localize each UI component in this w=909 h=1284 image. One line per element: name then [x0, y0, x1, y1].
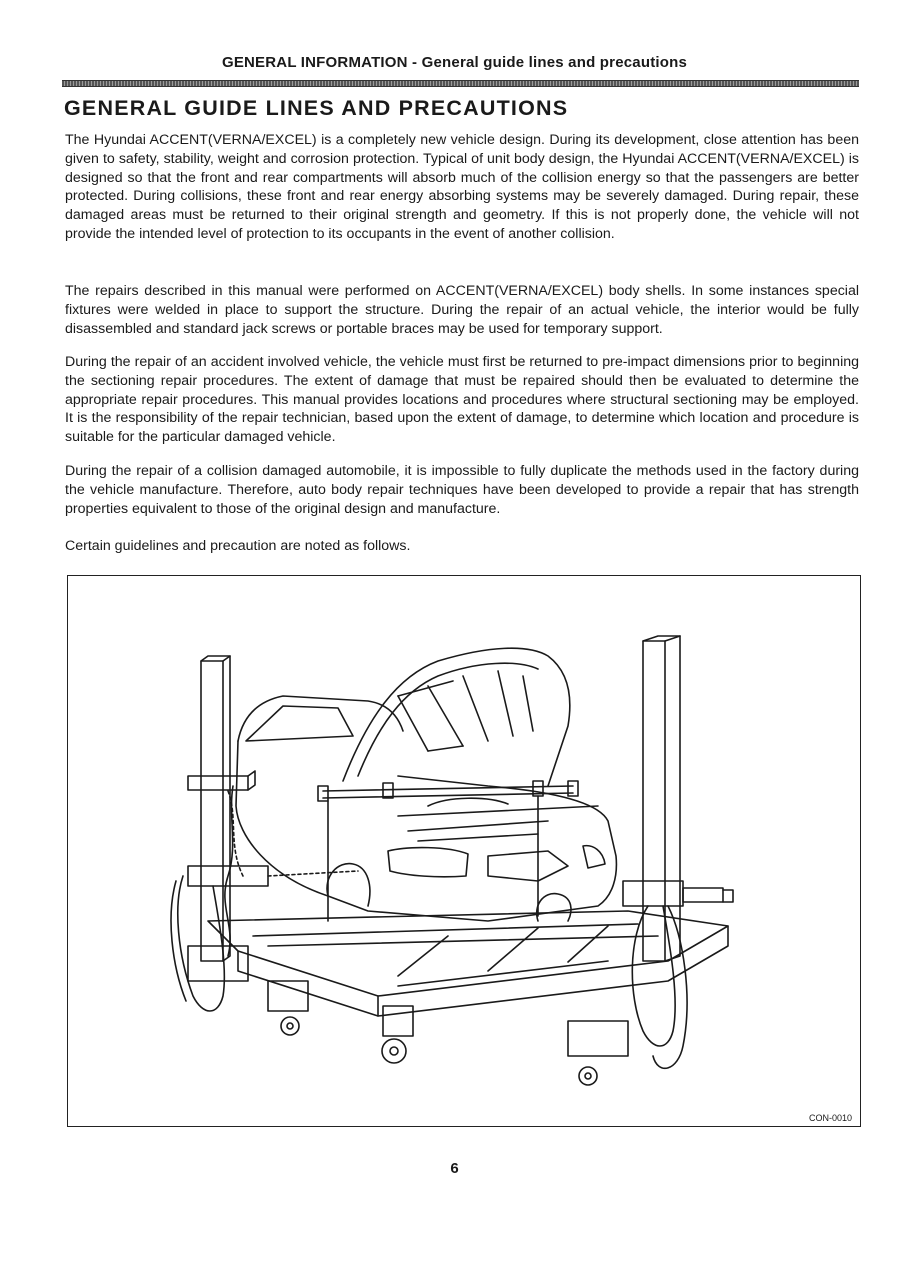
car-on-frame-straightener-illustration	[68, 576, 859, 1125]
left-tower-post	[171, 656, 308, 1035]
paragraph-pre-impact: During the repair of an accident involved vehicle, the vehicle must first be returned to pre-impact dimensions prior to beginning the sectioning repair procedures. The extent of damage that must be repaired should then be evaluated to determine the appropriate repair procedures. This manual provides locations and procedures where structural sectioning may be employed. It is the responsibility of the repair technician, based upon the extent of damage, to determine which location and procedure is suitable for the particular damaged vehicle.	[65, 354, 859, 446]
rack-platform	[208, 911, 728, 1016]
running-head: GENERAL INFORMATION - General guide lines and precautions	[221, 54, 688, 71]
figure-frame	[67, 575, 861, 1127]
car-body	[236, 696, 616, 921]
header-rule	[62, 80, 859, 87]
right-tower-post	[568, 636, 733, 1085]
paragraph-intro: The Hyundai ACCENT(VERNA/EXCEL) is a completely new vehicle design. During its development, close attention has been given to safety, stability, weight and corrosion protection. Typical of unit body design, the Hyundai ACCENT(VERNA/EXCEL) is designed so that the front and rear compartments will absorb much of the collision energy so that the passengers are better protected. During collisions, these front and rear energy absorbing systems may be severely damaged. During repair, these damaged areas must be returned to their original strength and geometry. If this is not properly done, the vehicle will not provide the intended level of protection to its occupants in the event of another collision.	[65, 132, 859, 242]
page-title: GENERAL GUIDE LINES AND PRECAUTIONS	[64, 96, 569, 120]
paragraph-factory-methods: During the repair of a collision damaged automobile, it is impossible to fully duplicate the methods used in the factory during the vehicle manufacture. Therefore, auto body repair techniques have been developed to provide a repair that has strength properties equivalent to those of the original design and manufacture.	[65, 463, 859, 517]
page-number: 6	[450, 1160, 459, 1177]
figure-code: CON-0010	[808, 1113, 852, 1123]
fixture-bar-and-chain	[228, 781, 578, 921]
car-hood-open	[343, 648, 570, 786]
paragraph-repairs: The repairs described in this manual were performed on ACCENT(VERNA/EXCEL) body shells. In some instances special fixtures were welded in place to support the structure. During the repair of an actual vehicle, the interior would be fully disassembled and standard jack screws or portable braces may be used for temporary support.	[65, 283, 859, 337]
paragraph-guidelines-intro: Certain guidelines and precaution are noted as follows.	[65, 538, 411, 554]
